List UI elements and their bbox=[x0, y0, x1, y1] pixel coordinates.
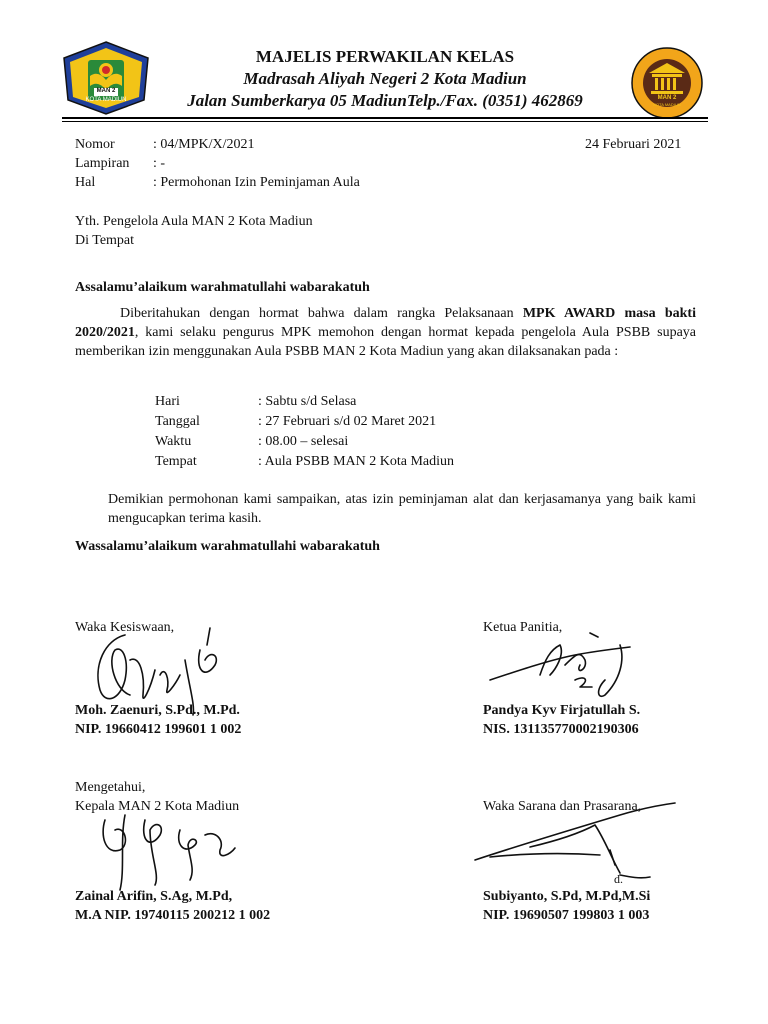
mpk-logo bbox=[630, 46, 704, 120]
farewell: Wassalamu’alaikum warahmatullahi wabarakatuh bbox=[75, 539, 380, 554]
body-text-b: , kami selaku pengurus MPK memohon dengan hormat kepada pengelola Aula PSBB supaya memberikan izin menggunakan Aula PSBB MAN 2 Kota Madiun yang akan dilaksanakan pada : bbox=[75, 325, 696, 359]
lampiran-value: : - bbox=[153, 156, 166, 171]
detail-label: Tanggal bbox=[155, 414, 200, 429]
header-divider bbox=[62, 117, 708, 119]
signer-id-waka-sarana: NIP. 19690507 199803 1 003 bbox=[483, 908, 650, 923]
lampiran-label: Lampiran bbox=[75, 156, 130, 171]
acknowledged-label: Mengetahui, bbox=[75, 780, 146, 795]
body-text-bold: MPK AWARD masa bakti 2020/2021 bbox=[75, 306, 696, 340]
nomor-value: : 04/MPK/X/2021 bbox=[153, 137, 255, 152]
signer-name-waka-kesiswaan: Moh. Zaenuri, S.Pd., M.Pd. bbox=[75, 703, 240, 718]
school-name: Madrasah Aliyah Negeri 2 Kota Madiun bbox=[243, 69, 527, 88]
detail-value: : 08.00 – selesai bbox=[258, 434, 349, 449]
nomor-label: Nomor bbox=[75, 137, 115, 152]
detail-value: : Aula PSBB MAN 2 Kota Madiun bbox=[258, 454, 455, 469]
right-logo-top-text: MAN 2 bbox=[657, 95, 677, 101]
signature-waka-sarana bbox=[470, 795, 685, 890]
greeting: Assalamu’alaikum warahmatullahi wabarakatuh bbox=[75, 280, 370, 295]
signer-role-waka-sarana: Waka Sarana dan Prasarana, bbox=[483, 799, 642, 814]
hal-label: Hal bbox=[75, 175, 96, 190]
signer-name-ketua-panitia: Pandya Kyv Firjatullah S. bbox=[483, 703, 641, 718]
signer-id-kepala: M.A NIP. 19740115 200212 1 002 bbox=[75, 908, 271, 923]
signer-name-kepala: Zainal Arifin, S.Ag, M.Pd, bbox=[75, 889, 233, 904]
signer-id-ketua-panitia: NIS. 131135770002190306 bbox=[483, 722, 639, 737]
header-divider-thin bbox=[62, 121, 708, 122]
signer-role-kepala: Kepala MAN 2 Kota Madiun bbox=[75, 799, 240, 814]
signature-ketua-panitia bbox=[480, 625, 650, 705]
detail-value: : Sabtu s/d Selasa bbox=[258, 394, 357, 409]
signature-kepala bbox=[90, 800, 250, 895]
body-paragraph bbox=[75, 304, 696, 361]
left-logo-bottom-text: KOTA MADIUN bbox=[85, 97, 127, 103]
recipient-line1: Yth. Pengelola Aula MAN 2 Kota Madiun bbox=[75, 214, 313, 229]
closing-paragraph: Demikian permohonan kami sampaikan, atas izin peminjaman alat dan kerjasamanya yang baik kami mengucapkan terima kasih. bbox=[108, 492, 696, 526]
signature-mark: d. bbox=[614, 872, 623, 886]
detail-value: : 27 Februari s/d 02 Maret 2021 bbox=[258, 414, 437, 429]
left-logo-top-text: MAN 2 bbox=[96, 88, 116, 94]
recipient-line2: Di Tempat bbox=[75, 233, 135, 248]
school-address: Jalan Sumberkarya 05 MadiunTelp./Fax. (0351) 462869 bbox=[187, 91, 583, 110]
detail-label: Tempat bbox=[155, 454, 197, 469]
signer-role-ketua-panitia: Ketua Panitia, bbox=[483, 620, 563, 635]
school-logo bbox=[60, 40, 152, 116]
detail-label: Waktu bbox=[155, 434, 192, 449]
signer-role-waka-kesiswaan: Waka Kesiswaan, bbox=[75, 620, 175, 635]
organization-title: MAJELIS PERWAKILAN KELAS bbox=[255, 47, 515, 66]
detail-label: Hari bbox=[155, 394, 180, 409]
hal-value: : Permohonan Izin Peminjaman Aula bbox=[153, 175, 360, 190]
letter-date: 24 Februari 2021 bbox=[585, 137, 682, 152]
signer-id-waka-kesiswaan: NIP. 19660412 199601 1 002 bbox=[75, 722, 242, 737]
body-text-a: Diberitahukan dengan hormat bahwa dalam rangka Pelaksanaan bbox=[120, 306, 523, 321]
right-logo-sub-text: KOTA MADIUN bbox=[653, 102, 681, 107]
signer-name-waka-sarana: Subiyanto, S.Pd, M.Pd,M.Si bbox=[483, 889, 651, 904]
